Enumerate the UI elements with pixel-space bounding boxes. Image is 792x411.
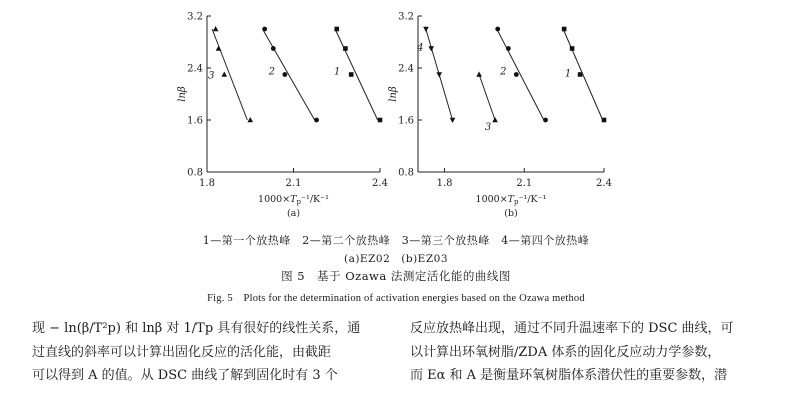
y-axis-label: lnβ	[177, 86, 188, 102]
body-line: 以计算出环氧树脂/ZDA 体系的固化反应动力学参数，	[410, 344, 721, 360]
figure-legend: 1—第一个放热峰 2—第二个放热峰 3—第三个放热峰 4—第四个放热峰	[202, 234, 590, 247]
series-label: 2	[268, 66, 276, 78]
data-point	[602, 118, 607, 123]
data-point	[570, 46, 575, 51]
x-axis-label: $1000\times T_p^{-1}/K^{-1}$	[475, 194, 547, 206]
series-label: 1	[333, 66, 341, 78]
data-point	[222, 72, 228, 77]
x-tick-label: 2.4	[372, 178, 388, 189]
data-point	[334, 27, 339, 32]
series-label: 3	[484, 122, 492, 133]
data-point	[543, 118, 548, 123]
y-tick-label: 0.8	[398, 167, 414, 179]
data-point	[428, 46, 434, 51]
fit-line-series-3	[212, 29, 247, 120]
x-tick-label: 2.1	[516, 178, 533, 189]
data-point	[436, 72, 442, 77]
y-tick-label: 3.2	[398, 11, 414, 23]
y-tick-label: 2.4	[398, 63, 414, 75]
panel-label: (b)	[504, 208, 518, 219]
figure-caption-chinese: 图 5 基于 Ozawa 法测定活化能的曲线图	[281, 269, 511, 283]
y-tick-label: 1.6	[398, 115, 414, 127]
y-axis-label: lnβ	[388, 86, 399, 102]
x-tick-label: 2.4	[596, 178, 612, 189]
data-point	[216, 46, 222, 51]
x-tick-label: 1.8	[436, 178, 453, 189]
data-point	[247, 117, 253, 122]
panel-label: (a)	[286, 208, 301, 219]
y-tick-label: 2.4	[187, 63, 203, 75]
y-tick-label: 0.8	[187, 167, 203, 179]
figure-sample-labels: (a)EZ02 (b)EZ03	[343, 253, 448, 265]
data-point	[282, 72, 287, 77]
x-tick-label: 2.1	[285, 178, 302, 189]
data-point	[450, 118, 456, 123]
data-point	[343, 46, 348, 51]
data-point	[492, 117, 498, 122]
data-point	[495, 27, 500, 32]
data-point	[271, 46, 276, 51]
body-line: 过直线的斜率可以计算出固化反应的活化能，由截距	[32, 344, 332, 360]
series-label: 2	[500, 66, 507, 78]
y-tick-label: 1.6	[187, 115, 203, 127]
data-point	[476, 72, 482, 77]
body-line: 而 Eα 和 A 是衡量环氧树脂体系潜伏性的重要参数，潜	[410, 368, 728, 383]
y-tick-label: 3.2	[187, 11, 203, 23]
data-point	[423, 27, 429, 32]
body-line: 现 − ln(β/T²p) 和 lnβ 对 1/Tp 具有很好的线性关系，通	[32, 321, 361, 336]
data-point	[506, 46, 511, 51]
plot-panel-b	[388, 12, 612, 220]
figure-caption-english: Fig. 5 Plots for the determination of activation energies based on the Ozawa method	[207, 293, 585, 304]
data-point	[314, 118, 319, 123]
data-point	[378, 118, 383, 123]
series-label: 4	[417, 42, 424, 54]
body-text-left-column	[32, 317, 384, 388]
fit-line-series-3	[479, 75, 495, 121]
data-point	[562, 27, 567, 32]
body-line: 可以得到 A 的值。从 DSC 曲线了解到固化时有 3 个	[32, 368, 338, 383]
data-point	[514, 72, 519, 77]
plot-panel-a	[177, 12, 388, 220]
body-line: 反应放热峰出现，通过不同升温速率下的 DSC 曲线，可	[410, 321, 734, 336]
x-tick-label: 1.8	[199, 178, 215, 189]
data-point	[349, 72, 354, 77]
series-label: 3	[208, 70, 215, 82]
fit-line-series-1	[335, 29, 378, 120]
body-text-right-column	[410, 317, 770, 388]
data-point	[578, 72, 583, 77]
x-axis-label: $1000\times T_p^{-1}/K^{-1}$	[258, 194, 329, 206]
data-point	[262, 27, 267, 32]
data-point	[213, 26, 219, 31]
series-label: 1	[564, 68, 572, 80]
